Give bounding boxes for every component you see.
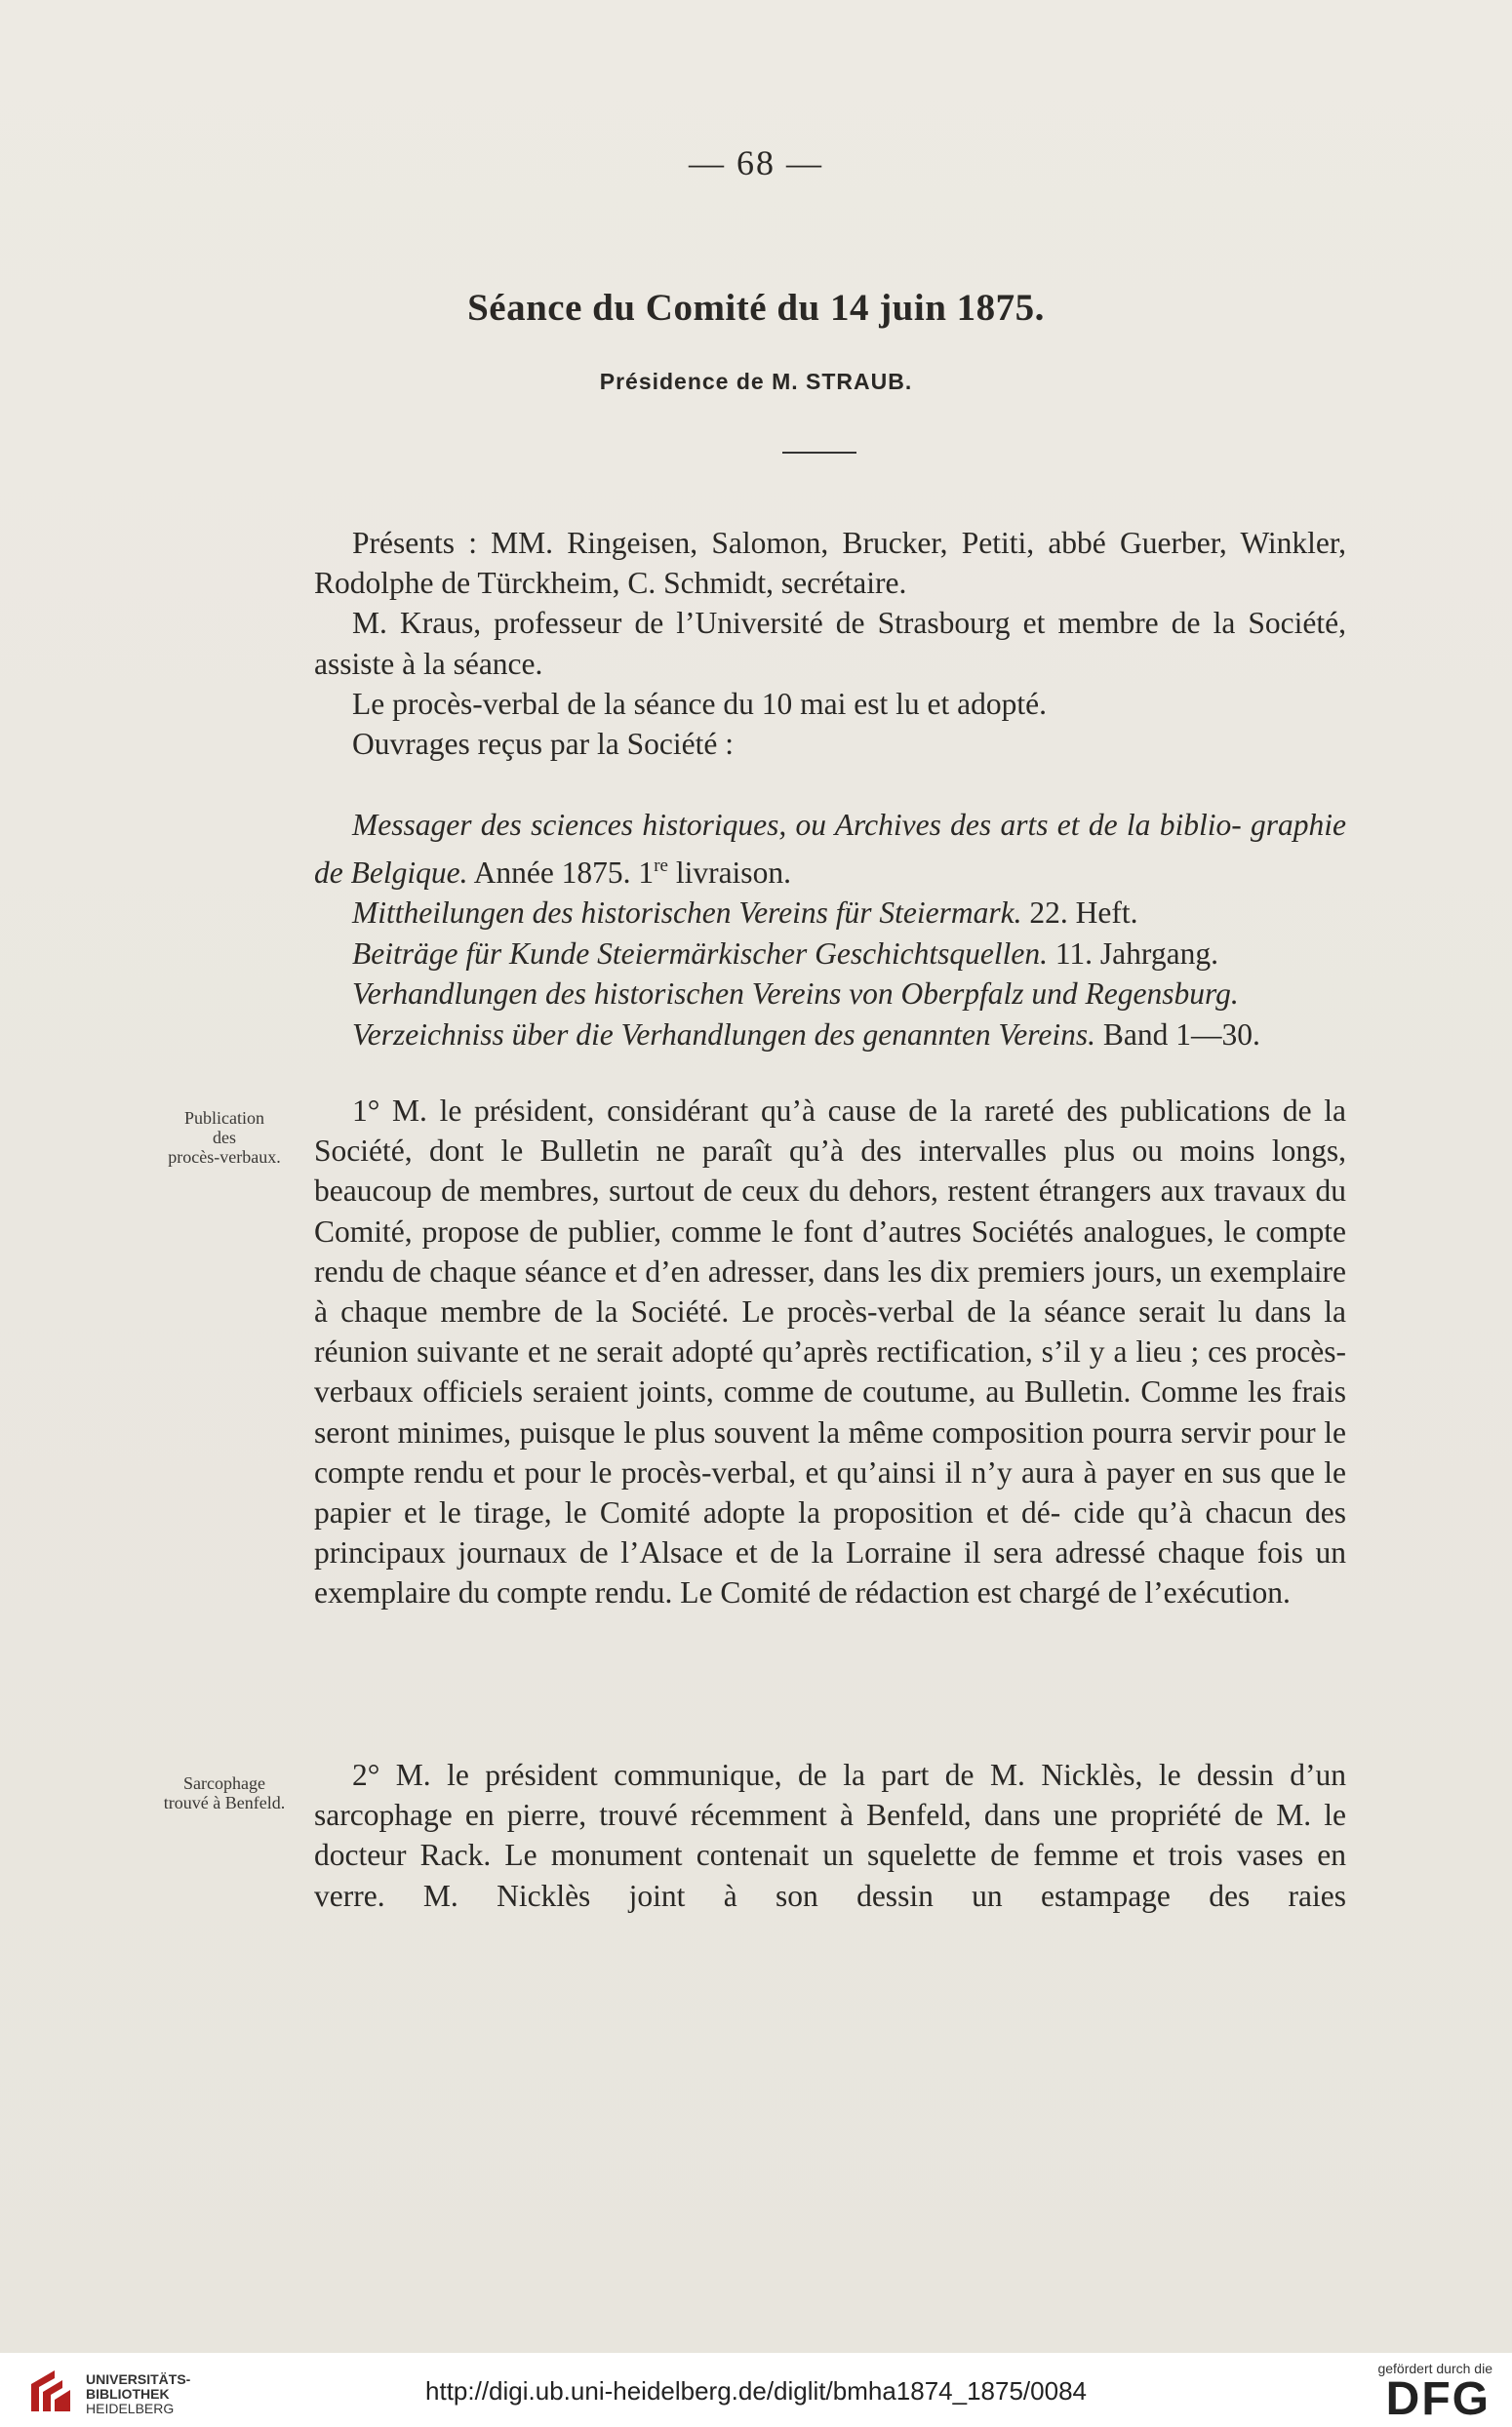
work-item (314, 893, 1346, 934)
work-item (314, 1015, 1346, 1055)
page-number: — 68 — (689, 143, 823, 182)
permalink-url[interactable]: http://digi.ub.uni-heidelberg.de/diglit/bmha1874_1875/0084 (425, 2376, 1087, 2406)
title-divider (782, 452, 856, 454)
work-title: Verhandlungen des historischen Vereins von Oberpfalz und Regensburg. (352, 976, 1239, 1011)
margin-note-line: trouvé à Benfeld. (163, 1793, 286, 1812)
margin-note-line: des (213, 1128, 236, 1147)
margin-note-sarcophage (137, 1773, 312, 1812)
library-name-line: HEIDELBERG (86, 2401, 175, 2416)
paragraph-presents: Présents : MM. Ringeisen, Salomon, Brucker, Petiti, abbé Guerber, Winkler, Rodolphe de Türckheim, C. Schmidt, secrétaire. (314, 526, 1346, 601)
margin-note-line: procès-verbaux. (168, 1147, 281, 1167)
library-name-line: BIBLIOTHEK (86, 2386, 170, 2402)
work-detail: Band 1—30. (1095, 1016, 1260, 1052)
page-subtitle: Présidence de M. STRAUB. (599, 369, 913, 394)
library-name-line: UNIVERSITÄTS- (86, 2371, 191, 2387)
work-title: Verzeichniss über die Verhandlungen des genannten Vereins. (352, 1016, 1095, 1052)
work-title: Messager des sciences historiques, ou Archives des arts et de la biblio- graphie de Belgique. (314, 808, 1346, 890)
paragraph-proces-verbal: Le procès-verbal de la séance du 10 mai est lu et adopté. (352, 686, 1047, 721)
work-item (314, 934, 1346, 975)
work-detail-end: livraison. (667, 855, 791, 890)
funding-note: gefördert durch die (1377, 2361, 1492, 2376)
paragraph-item-1: 1° M. le président, considérant qu’à cause de la rareté des publications de la Société, dont le Bulletin ne paraît qu’à des intervalles plus ou moins longs, beaucoup de membres, surtout de ceux du dehors, restent étrangers aux travaux du Comité, propose de publier, comme le font d’autres Sociétés analogues, le compte rendu de chaque séance et d’en adresser, dans les dix premiers jours, un exemplaire à chaque membre de la Société. Le procès-verbal de la séance serait lu dans la réunion suivante et ne serait adopté qu’après rectification, s’il y a lieu ; ces procès-verbaux officiels seraient joints, comme de coutume, au Bulletin. Comme les frais seront minimes, puisque le plus souvent la même composition pourra servir pour le compte rendu et pour le procès-verbal, et qu’ainsi il n’y aura à payer en sus que le papier et le tirage, le Comité adopte la proposition et dé- cide qu’à chacun des principaux journaux de l’Alsace et de la Lorraine il sera adressé chaque fois un exemplaire du compte rendu. Le Comité de rédaction est chargé de l’exécution. (314, 1094, 1346, 1611)
margin-note-line: Publication (184, 1108, 264, 1128)
dfg-logo: DFG (1385, 2373, 1491, 2425)
work-item (314, 974, 1346, 1015)
paragraph-kraus: M. Kraus, professeur de l’Université de Strasbourg et membre de la Société, assiste à la séance. (314, 606, 1346, 681)
works-received-list (314, 805, 1346, 1054)
page-title: Séance du Comité du 14 juin 1875. (467, 287, 1045, 329)
work-item (314, 805, 1346, 893)
work-superscript: re (654, 855, 668, 876)
item-one-section (314, 1091, 1346, 1613)
work-detail: 11. Jahrgang. (1047, 935, 1218, 971)
work-title: Mittheilungen des historischen Vereins für Steiermark. (352, 895, 1022, 930)
digitization-footer (0, 2353, 1512, 2427)
item-two-section (314, 1755, 1346, 1916)
margin-note-line: Sarcophage (183, 1773, 265, 1793)
margin-note-publication (151, 1108, 298, 1167)
attendance-section (314, 523, 1346, 764)
paragraph-ouvrages: Ouvrages reçus par la Société : (352, 727, 734, 762)
work-title: Beiträge für Kunde Steiermärkischer Geschichtsquellen. (352, 935, 1048, 971)
work-detail: 22. Heft. (1021, 895, 1138, 930)
work-detail: Année 1875. 1 (467, 855, 655, 890)
paragraph-item-2: 2° M. le président communique, de la part de M. Nicklès, le dessin d’un sarcophage en pierre, trouvé récemment à Benfeld, dans une propriété de M. le docteur Rack. Le monument contenait un squelette de femme et trois vases en verre. M. Nicklès joint à son dessin un estampage des raies (314, 1758, 1346, 1913)
